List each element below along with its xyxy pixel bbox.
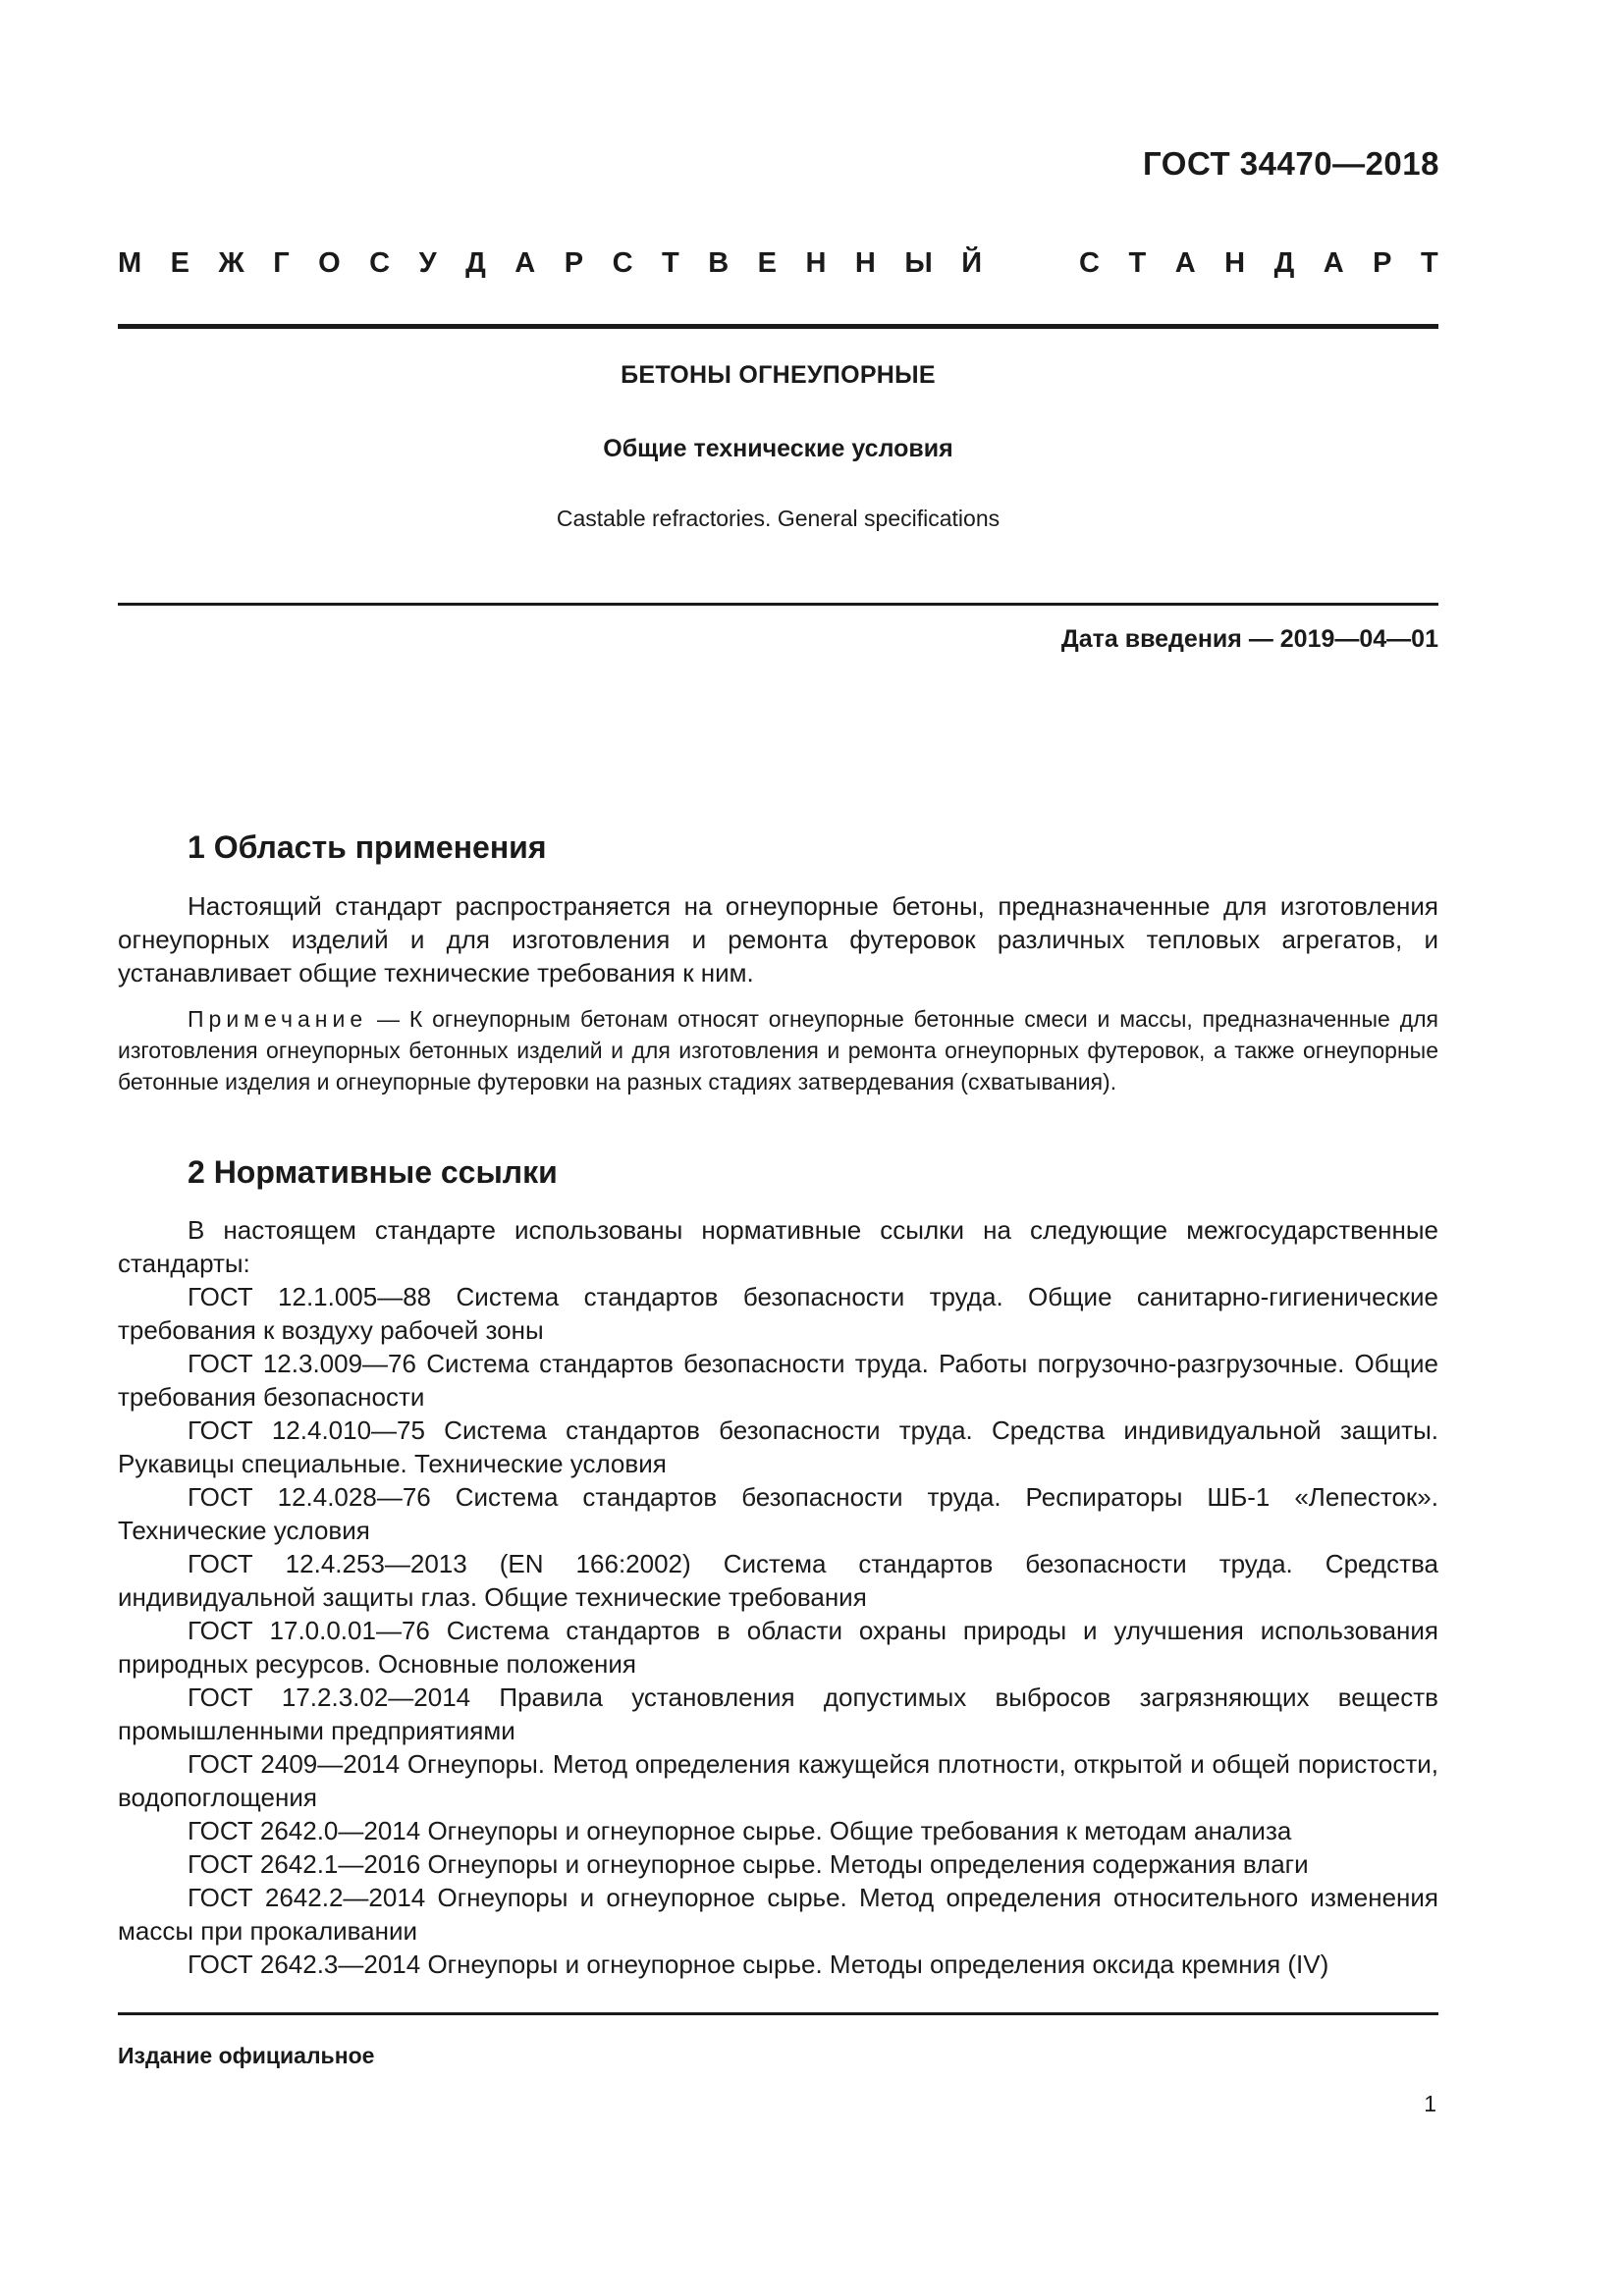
standard-type-letter: А — [1174, 247, 1196, 279]
scope-note — [118, 1003, 1438, 1097]
standard-type-letter: А — [514, 247, 536, 279]
note-label: Примечание — [188, 1006, 368, 1032]
reference-item: ГОСТ 2642.3—2014 Огнеупоры и огнеупорное сырье. Методы определения оксида кремния (IV) — [188, 1949, 1329, 1979]
standard-type-heading — [118, 247, 1438, 280]
reference-item: ГОСТ 17.2.3.02—2014 Правила установления допустимых выбросов загрязняющих веществ промышленными предприятиями — [118, 1682, 1438, 1745]
standard-type-letter: Н — [805, 247, 827, 279]
standard-type-letter: Р — [564, 247, 584, 279]
reference-item: ГОСТ 17.0.0.01—76 Система стандартов в области охраны природы и улучшения использования природных ресурсов. Основные положения — [118, 1616, 1438, 1679]
introduction-date: Дата введения — 2019—04—01 — [1060, 625, 1438, 653]
document-subtitle: Общие технические условия — [603, 435, 953, 462]
page-number: 1 — [1424, 2091, 1436, 2116]
section-scope-body — [118, 889, 1438, 989]
standard-type-letter: Е — [757, 247, 777, 279]
standard-type-letter: О — [318, 247, 341, 279]
footer-rule — [118, 2012, 1438, 2015]
reference-item: ГОСТ 12.1.005—88 Система стандартов безопасности труда. Общие санитарно-гигиенические требования к воздуху рабочей зоны — [118, 1282, 1438, 1345]
standard-type-letter: Д — [1273, 247, 1295, 279]
standard-type-letter: Н — [1224, 247, 1246, 279]
standard-type-letter: Т — [1128, 247, 1147, 279]
word-gap — [1011, 247, 1051, 280]
reference-item: ГОСТ 12.4.028—76 Система стандартов безопасности труда. Респираторы ШБ-1 «Лепесток». Технические условия — [118, 1482, 1438, 1545]
header-rule — [118, 324, 1438, 329]
reference-item: ГОСТ 2409—2014 Огнеупоры. Метод определения кажущейся плотности, открытой и общей пористости, водопоглощения — [118, 1749, 1438, 1812]
standard-type-letter: А — [1323, 247, 1344, 279]
document-code: ГОСТ 34470—2018 — [1143, 145, 1439, 182]
reference-item: ГОСТ 12.3.009—76 Система стандартов безопасности труда. Работы погрузочно-разгрузочные. Общие требования безопасности — [118, 1349, 1438, 1412]
note-paragraph — [118, 1003, 1438, 1097]
standard-type-letter: Й — [961, 247, 983, 279]
document-title-english: Castable refractories. General specifications — [556, 506, 1001, 531]
standard-type-letter: Н — [854, 247, 876, 279]
scope-paragraph: Настоящий стандарт распространяется на огнеупорные бетоны, предназначенные для изготовления огнеупорных изделий и для изготовления и ремонта футеровок различных тепловых агрегатов, и устанавливает общие технические требования к ним. — [118, 891, 1438, 988]
standard-type-letter: В — [708, 247, 730, 279]
standard-type-letter: С — [369, 247, 391, 279]
reference-item: ГОСТ 2642.2—2014 Огнеупоры и огнеупорное сырье. Метод определения относительного изменения массы при прокаливании — [118, 1883, 1438, 1946]
section-normative-references-body — [118, 1213, 1438, 1981]
section-heading-scope: 1 Область применения — [188, 829, 547, 865]
standard-type-letter: Ж — [218, 247, 244, 279]
reference-item: ГОСТ 12.4.010—75 Система стандартов безопасности труда. Средства индивидуальной защиты. Рукавицы специальные. Технические условия — [118, 1415, 1438, 1478]
standard-type-letter: Е — [170, 247, 189, 279]
standard-type-letter: М — [118, 247, 142, 279]
standard-type-letter: Г — [273, 247, 290, 279]
standard-type-letter: С — [1079, 247, 1100, 279]
note-text: — К огнеупорным бетонам относят огнеупорные бетонные смеси и массы, предназначенные для изготовления огнеупорных бетонных изделий и для изготовления и ремонта огнеупорных футеровок, а также огнеупорные бетонные изделия и огнеупорные футеровки на разных стадиях затвердевания (схватывания). — [118, 1006, 1438, 1095]
document-title: БЕТОНЫ ОГНЕУПОРНЫЕ — [621, 361, 936, 389]
official-edition-label: Издание официальное — [118, 2043, 375, 2068]
standard-type-letter: У — [418, 247, 437, 279]
standard-type-letter: Т — [1420, 247, 1438, 279]
standard-type-letter: С — [612, 247, 633, 279]
reference-item: ГОСТ 12.4.253—2013 (EN 166:2002) Система стандартов безопасности труда. Средства индивидуальной защиты глаз. Общие технические требования — [118, 1549, 1438, 1612]
references-intro: В настоящем стандарте использованы нормативные ссылки на следующие межгосударственные стандарты: — [118, 1215, 1438, 1278]
section-heading-normative-references: 2 Нормативные ссылки — [188, 1154, 558, 1190]
reference-item: ГОСТ 2642.0—2014 Огнеупоры и огнеупорное сырье. Общие требования к методам анализа — [188, 1816, 1292, 1845]
standard-type-letter: Д — [465, 247, 486, 279]
title-rule — [118, 603, 1438, 606]
standard-type-letter: Т — [662, 247, 679, 279]
standard-type-letter: Ы — [904, 247, 933, 279]
reference-item: ГОСТ 2642.1—2016 Огнеупоры и огнеупорное сырье. Методы определения содержания влаги — [188, 1849, 1309, 1879]
standard-type-letter: Р — [1373, 247, 1392, 279]
